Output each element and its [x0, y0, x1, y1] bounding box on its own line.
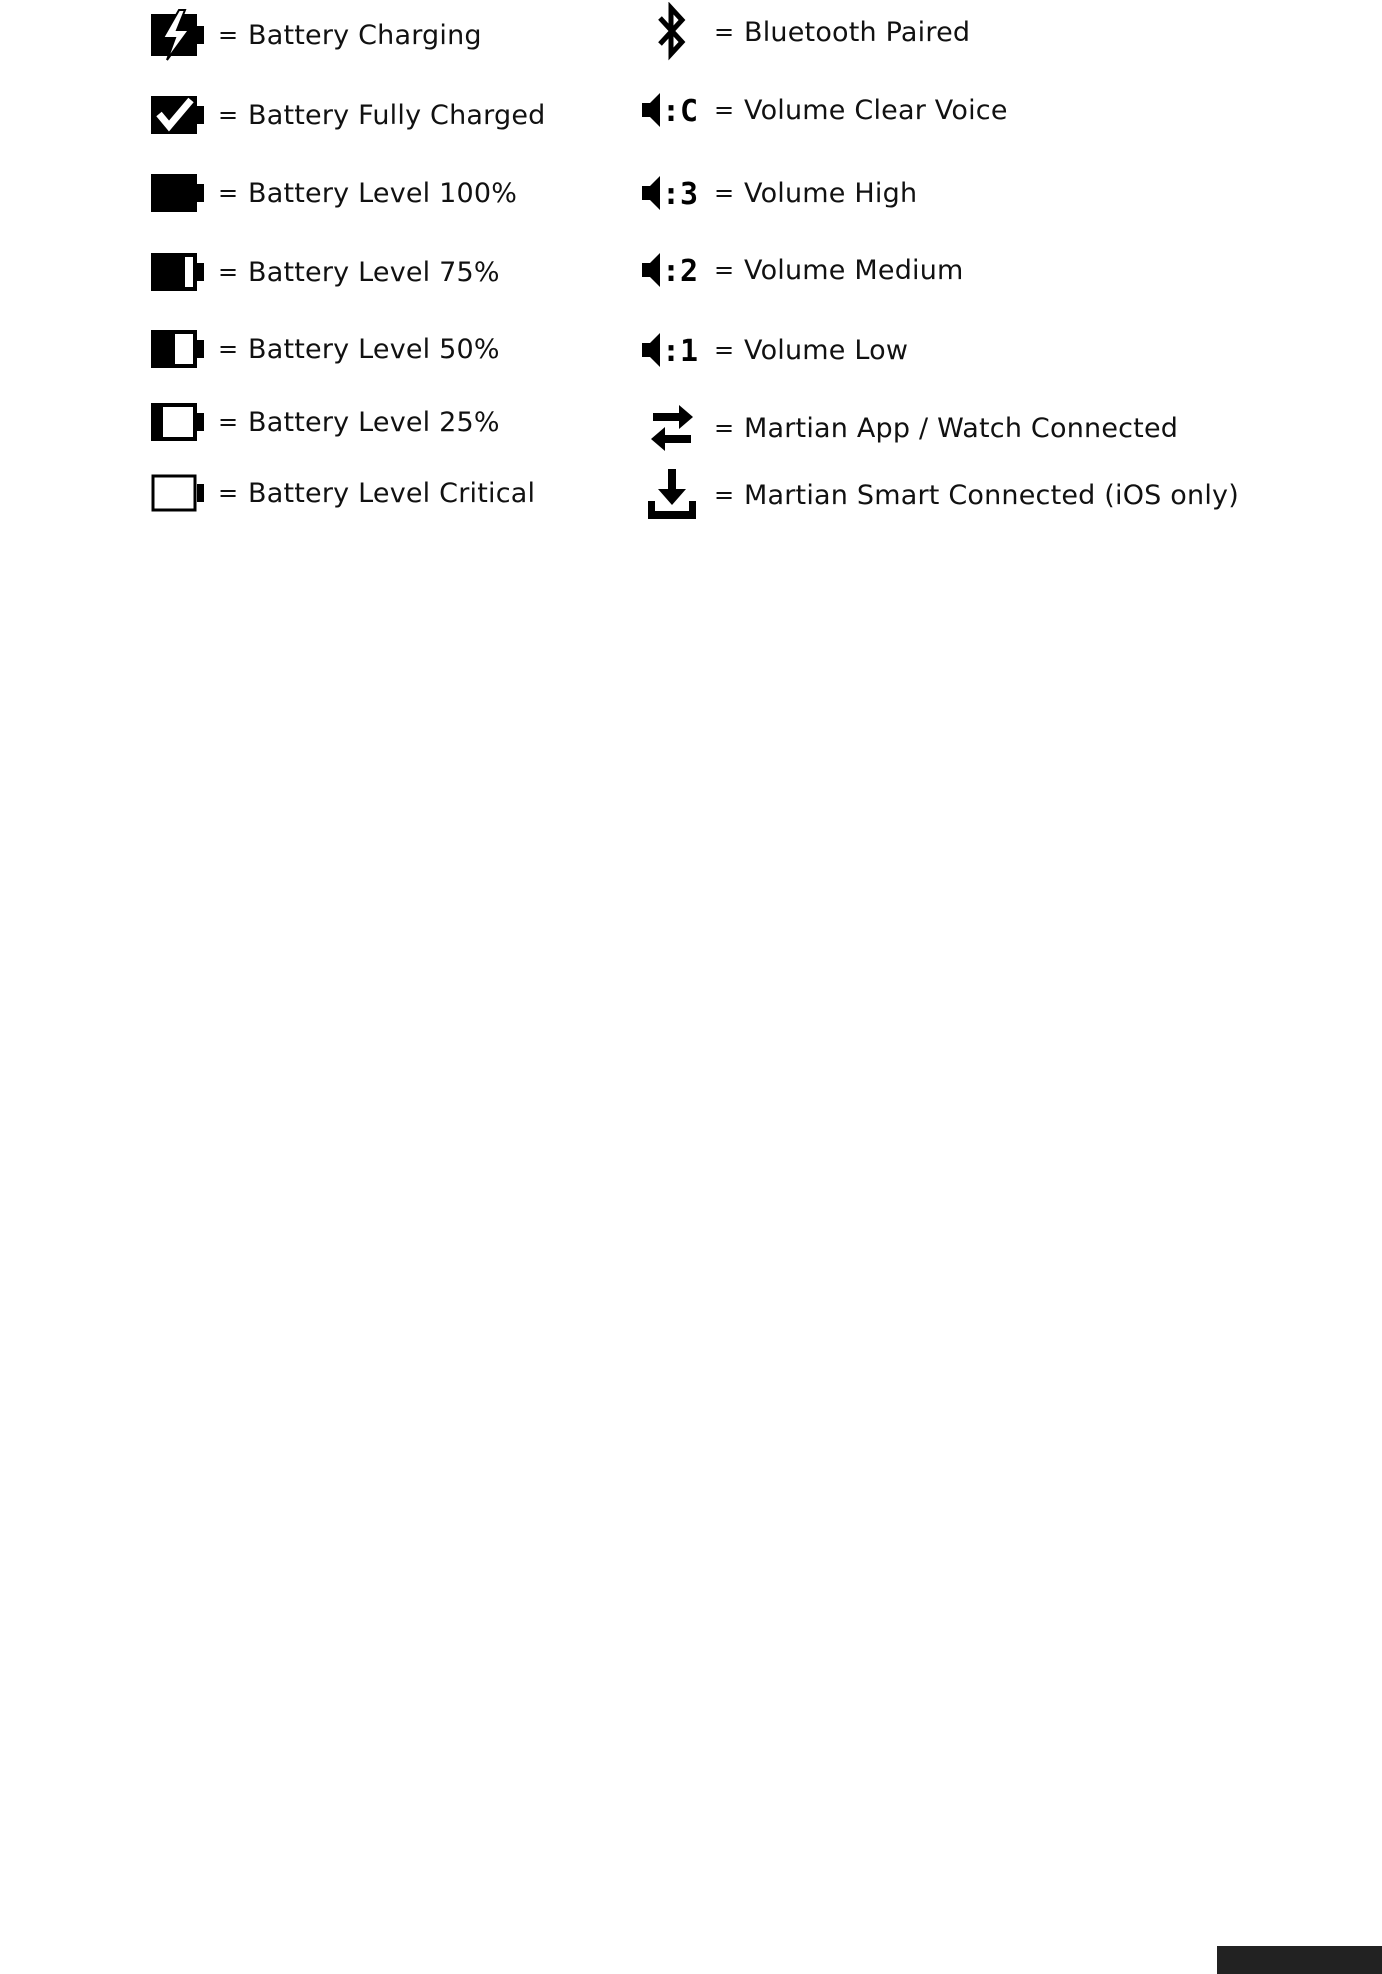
legend-row-battery-fully-charged	[144, 85, 545, 145]
separator: =	[713, 18, 735, 46]
volume-glyph: :3	[662, 177, 699, 212]
separator: =	[217, 408, 239, 436]
volume-clear-voice-icon	[640, 80, 704, 140]
legend-row-battery-50	[144, 319, 500, 379]
download-tray-icon	[640, 465, 704, 525]
legend-row-battery-charging	[144, 5, 482, 65]
separator: =	[217, 101, 239, 129]
separator: =	[713, 256, 735, 284]
volume-high-icon	[640, 163, 704, 223]
legend-label: Volume Low	[744, 334, 909, 366]
battery-level-25-icon	[144, 392, 208, 452]
legend-row-app-watch-connected	[640, 398, 1178, 458]
legend-label: Volume High	[744, 177, 918, 209]
legend-row-battery-75	[144, 242, 500, 302]
legend-label: Battery Level 25%	[248, 406, 500, 438]
bluetooth-icon	[640, 2, 704, 62]
legend-row-volume-low	[640, 320, 908, 380]
separator: =	[713, 179, 735, 207]
separator: =	[217, 21, 239, 49]
legend-label: Battery Charging	[248, 19, 482, 51]
legend-label: Battery Level 100%	[248, 177, 518, 209]
legend-label: Battery Level Critical	[248, 477, 536, 509]
volume-glyph: :1	[662, 334, 699, 369]
volume-low-icon	[640, 320, 704, 380]
legend-row-battery-25	[144, 392, 500, 452]
separator: =	[217, 179, 239, 207]
separator: =	[713, 481, 735, 509]
legend-label: Martian App / Watch Connected	[744, 412, 1179, 444]
legend-row-volume-clear-voice	[640, 80, 1008, 140]
legend-label: Volume Clear Voice	[744, 94, 1008, 126]
legend-label: Bluetooth Paired	[744, 16, 971, 48]
battery-fully-charged-icon	[144, 85, 208, 145]
legend-row-smart-connected	[640, 465, 1239, 525]
legend-row-battery-100	[144, 163, 517, 223]
swap-arrows-icon	[640, 398, 704, 458]
legend-row-volume-medium	[640, 240, 964, 300]
legend-label: Battery Level 50%	[248, 333, 500, 365]
legend-label: Martian Smart Connected (iOS only)	[744, 479, 1239, 511]
legend-label: Volume Medium	[744, 254, 964, 286]
battery-level-100-icon	[144, 163, 208, 223]
separator: =	[713, 336, 735, 364]
separator: =	[713, 414, 735, 442]
battery-level-50-icon	[144, 319, 208, 379]
footer-bar	[1217, 1946, 1382, 1974]
legend-row-bluetooth	[640, 2, 970, 62]
legend-row-battery-critical	[144, 463, 535, 523]
volume-glyph: :C	[662, 94, 699, 129]
separator: =	[217, 335, 239, 363]
volume-glyph: :2	[662, 254, 699, 289]
battery-charging-icon	[144, 5, 208, 65]
battery-level-critical-icon	[144, 463, 208, 523]
separator: =	[217, 258, 239, 286]
separator: =	[713, 96, 735, 124]
battery-level-75-icon	[144, 242, 208, 302]
legend-label: Battery Fully Charged	[248, 99, 546, 131]
volume-medium-icon	[640, 240, 704, 300]
legend-row-volume-high	[640, 163, 917, 223]
legend-label: Battery Level 75%	[248, 256, 500, 288]
separator: =	[217, 479, 239, 507]
